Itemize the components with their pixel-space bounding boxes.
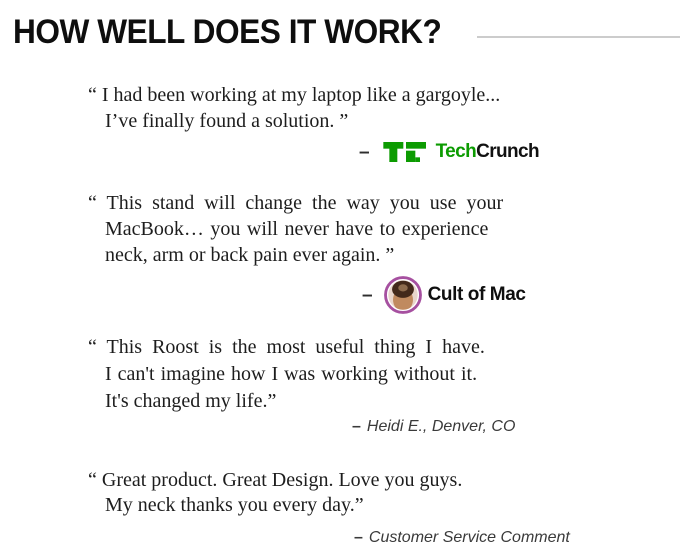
quote-line: “ This Roost is the most useful thing I have. (88, 336, 485, 358)
quote-cultofmac (88, 190, 572, 268)
attribution-dash: – (359, 141, 370, 163)
techcrunch-tc-icon (383, 142, 429, 162)
techcrunch-wordmark (436, 141, 539, 163)
quote-line: “ This stand will change the way you use your (88, 192, 504, 214)
page-title: HOW WELL DOES IT WORK? (13, 13, 442, 51)
attribution-customer-service (354, 527, 570, 548)
quote-line: “ Great product. Great Design. Love you guys. (88, 469, 463, 491)
quote-line: I’ve finally found a solution. ” (105, 110, 349, 132)
techcrunch-wordmark-crunch: Crunch (476, 141, 540, 162)
quote-customer-service (88, 468, 572, 518)
attribution-cultofmac (362, 276, 526, 314)
attribution-dash: – (352, 417, 361, 435)
quote-line: It's changed my life.” (105, 390, 277, 412)
quote-line: MacBook… you will never have to experience (105, 218, 489, 240)
title-divider-line (477, 36, 680, 38)
quote-line: “ I had been working at my laptop like a gargoyle... (88, 84, 501, 106)
quote-techcrunch (88, 82, 572, 134)
cultofmac-avatar-icon (384, 276, 422, 314)
attribution-heidi (352, 416, 515, 437)
attribution-dash: – (354, 528, 363, 546)
quote-line: My neck thanks you every day.” (105, 494, 364, 516)
quote-line: I can't imagine how I was working without it. (105, 363, 478, 385)
quote-heidi (88, 334, 572, 415)
attribution-techcrunch (359, 139, 539, 165)
quote-line: neck, arm or back pain ever again. ” (105, 244, 395, 266)
attribution-label: Heidi E., Denver, CO (366, 417, 516, 435)
techcrunch-wordmark-tech: Tech (435, 141, 477, 162)
cultofmac-wordmark: Cult of Mac (427, 284, 526, 305)
attribution-dash: – (362, 284, 373, 306)
attribution-label: Customer Service Comment (368, 528, 570, 546)
